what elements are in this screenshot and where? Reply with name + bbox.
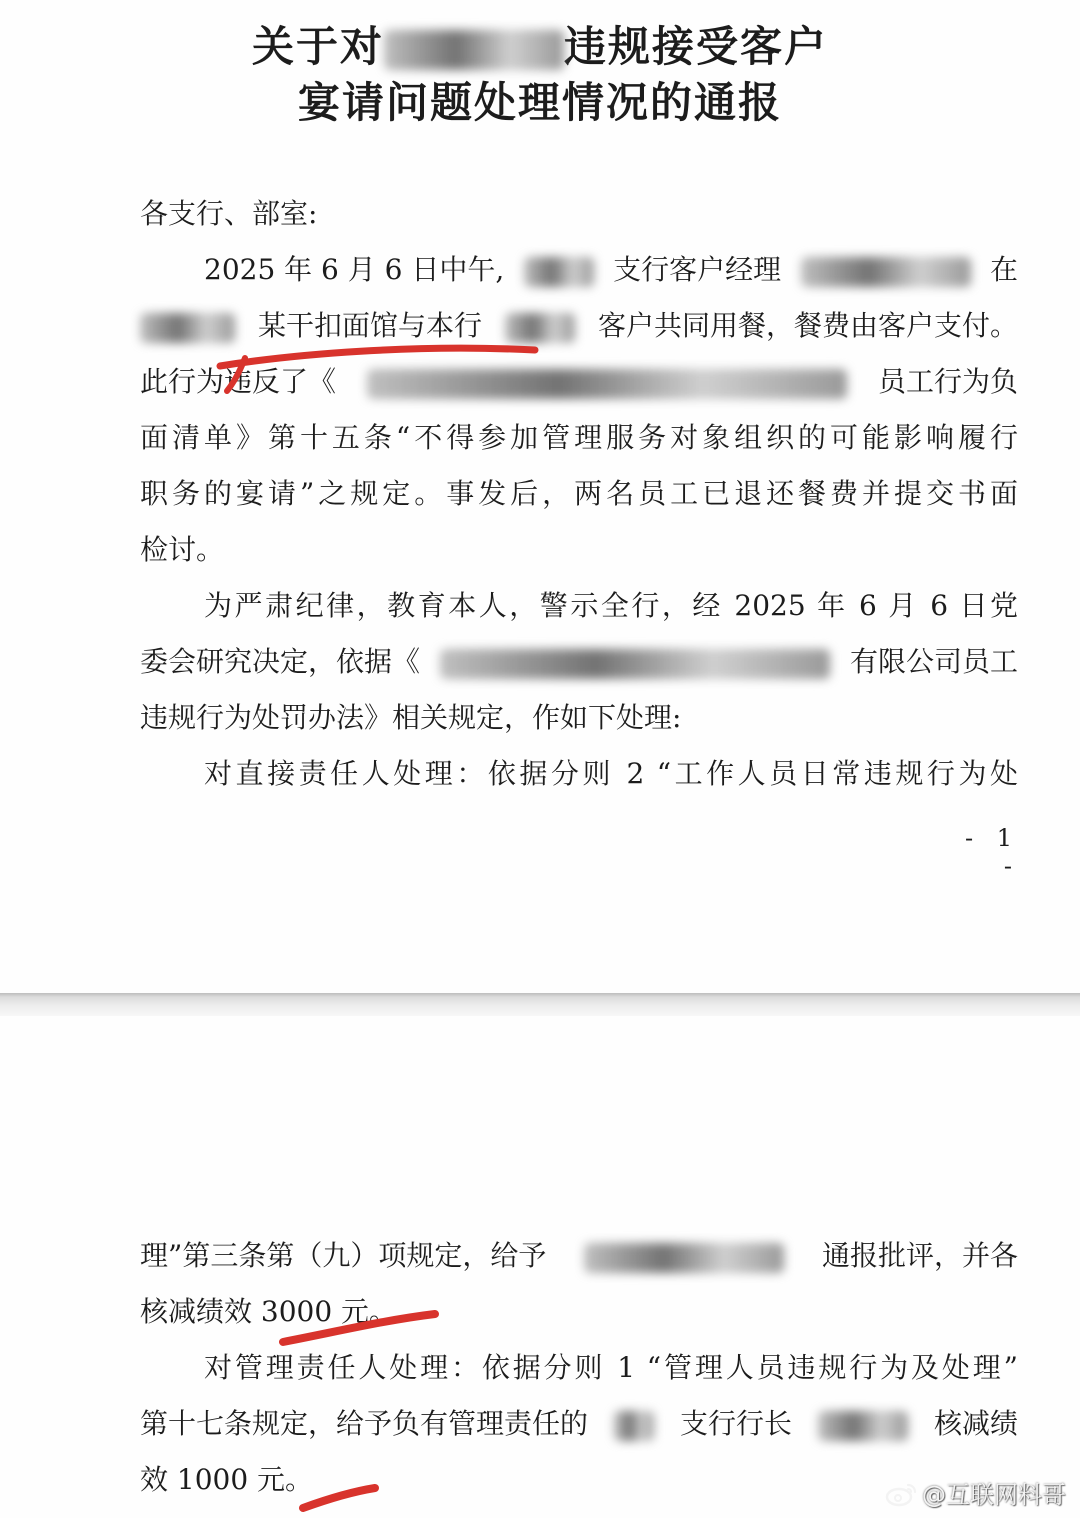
title-suffix: 违规接受客户 <box>564 22 829 71</box>
text-span: 在 <box>990 253 1019 286</box>
text-span: 客户共同用餐，餐费由客户支付。 <box>597 309 1018 342</box>
paragraph-1-line-6: 检讨。 <box>140 533 225 566</box>
document-title-line-1 <box>0 14 1080 74</box>
redacted-branch <box>524 257 594 287</box>
redacted-manager <box>818 1411 908 1441</box>
text-span: 通报批评，并各 <box>821 1239 1018 1272</box>
document-title-line-2: 宴请问题处理情况的通报 <box>297 78 782 127</box>
weibo-icon <box>884 1481 918 1507</box>
page-2-line-3: 对管理责任人处理：依据分则 1 “管理人员违规行为及处理” <box>204 1351 1018 1384</box>
paragraph-2-line-1: 为严肃纪律，教育本人，警示全行，经 2025 年 6 月 6 日党 <box>204 589 1018 622</box>
document-page-2 <box>0 1016 1080 1518</box>
title-prefix: 关于对 <box>251 22 384 71</box>
redacted-company <box>440 649 830 679</box>
text-span: 有限公司员工 <box>849 645 1018 678</box>
text-span: 此行为违反了《 <box>140 365 337 398</box>
text-span: 核减绩 <box>933 1407 1018 1440</box>
paragraph-1-line-2 <box>140 306 1018 346</box>
paragraph-3-line-1: 对直接责任人处理：依据分则 2 “工作人员日常违规行为处 <box>204 757 1018 790</box>
text-span: 员工行为负 <box>877 365 1018 398</box>
watermark-text: @互联网料哥 <box>922 1481 1066 1509</box>
page-separator <box>0 993 1080 1016</box>
paragraph-1-line-5: 职务的宴请”之规定。事发后，两名员工已退还餐费并提交书面 <box>140 477 1018 510</box>
redacted-location <box>140 313 235 343</box>
paragraph-1-line-4: 面清单》第十五条“不得参加管理服务对象组织的可能影响履行 <box>140 421 1018 454</box>
page-2-line-1 <box>140 1236 1018 1276</box>
text-span: 2025 年 6 月 6 日中午, <box>204 253 505 286</box>
paragraph-2-line-2 <box>140 642 1018 682</box>
page-2-line-4 <box>140 1404 1018 1444</box>
text-span: 某干扣面馆与本行 <box>257 309 482 342</box>
page-2-line-5: 效 1000 元。 <box>140 1463 314 1496</box>
redacted-employees <box>801 257 971 287</box>
text-span: 委会研究决定，依据《 <box>140 645 421 678</box>
watermark <box>884 1475 1066 1510</box>
text-span: 理”第三条第（九）项规定，给予 <box>140 1239 547 1272</box>
redacted-regulation <box>367 369 847 399</box>
paragraph-1-line-1 <box>140 250 1018 290</box>
text-span: 第十七条规定，给予负有管理责任的 <box>140 1407 589 1440</box>
salutation: 各支行、部室: <box>140 197 318 230</box>
page-number: - 1 - <box>964 824 1020 880</box>
redacted-branch <box>614 1411 654 1441</box>
redacted-client <box>505 313 575 343</box>
page-2-line-2: 核减绩效 3000 元。 <box>140 1295 398 1328</box>
paragraph-1-line-3 <box>140 362 1018 402</box>
redacted-names <box>584 1243 784 1273</box>
redacted-names <box>384 30 564 70</box>
text-span: 支行客户经理 <box>613 253 782 286</box>
paragraph-2-line-3: 违规行为处罚办法》相关规定，作如下处理: <box>140 701 682 734</box>
text-span: 支行行长 <box>679 1407 792 1440</box>
